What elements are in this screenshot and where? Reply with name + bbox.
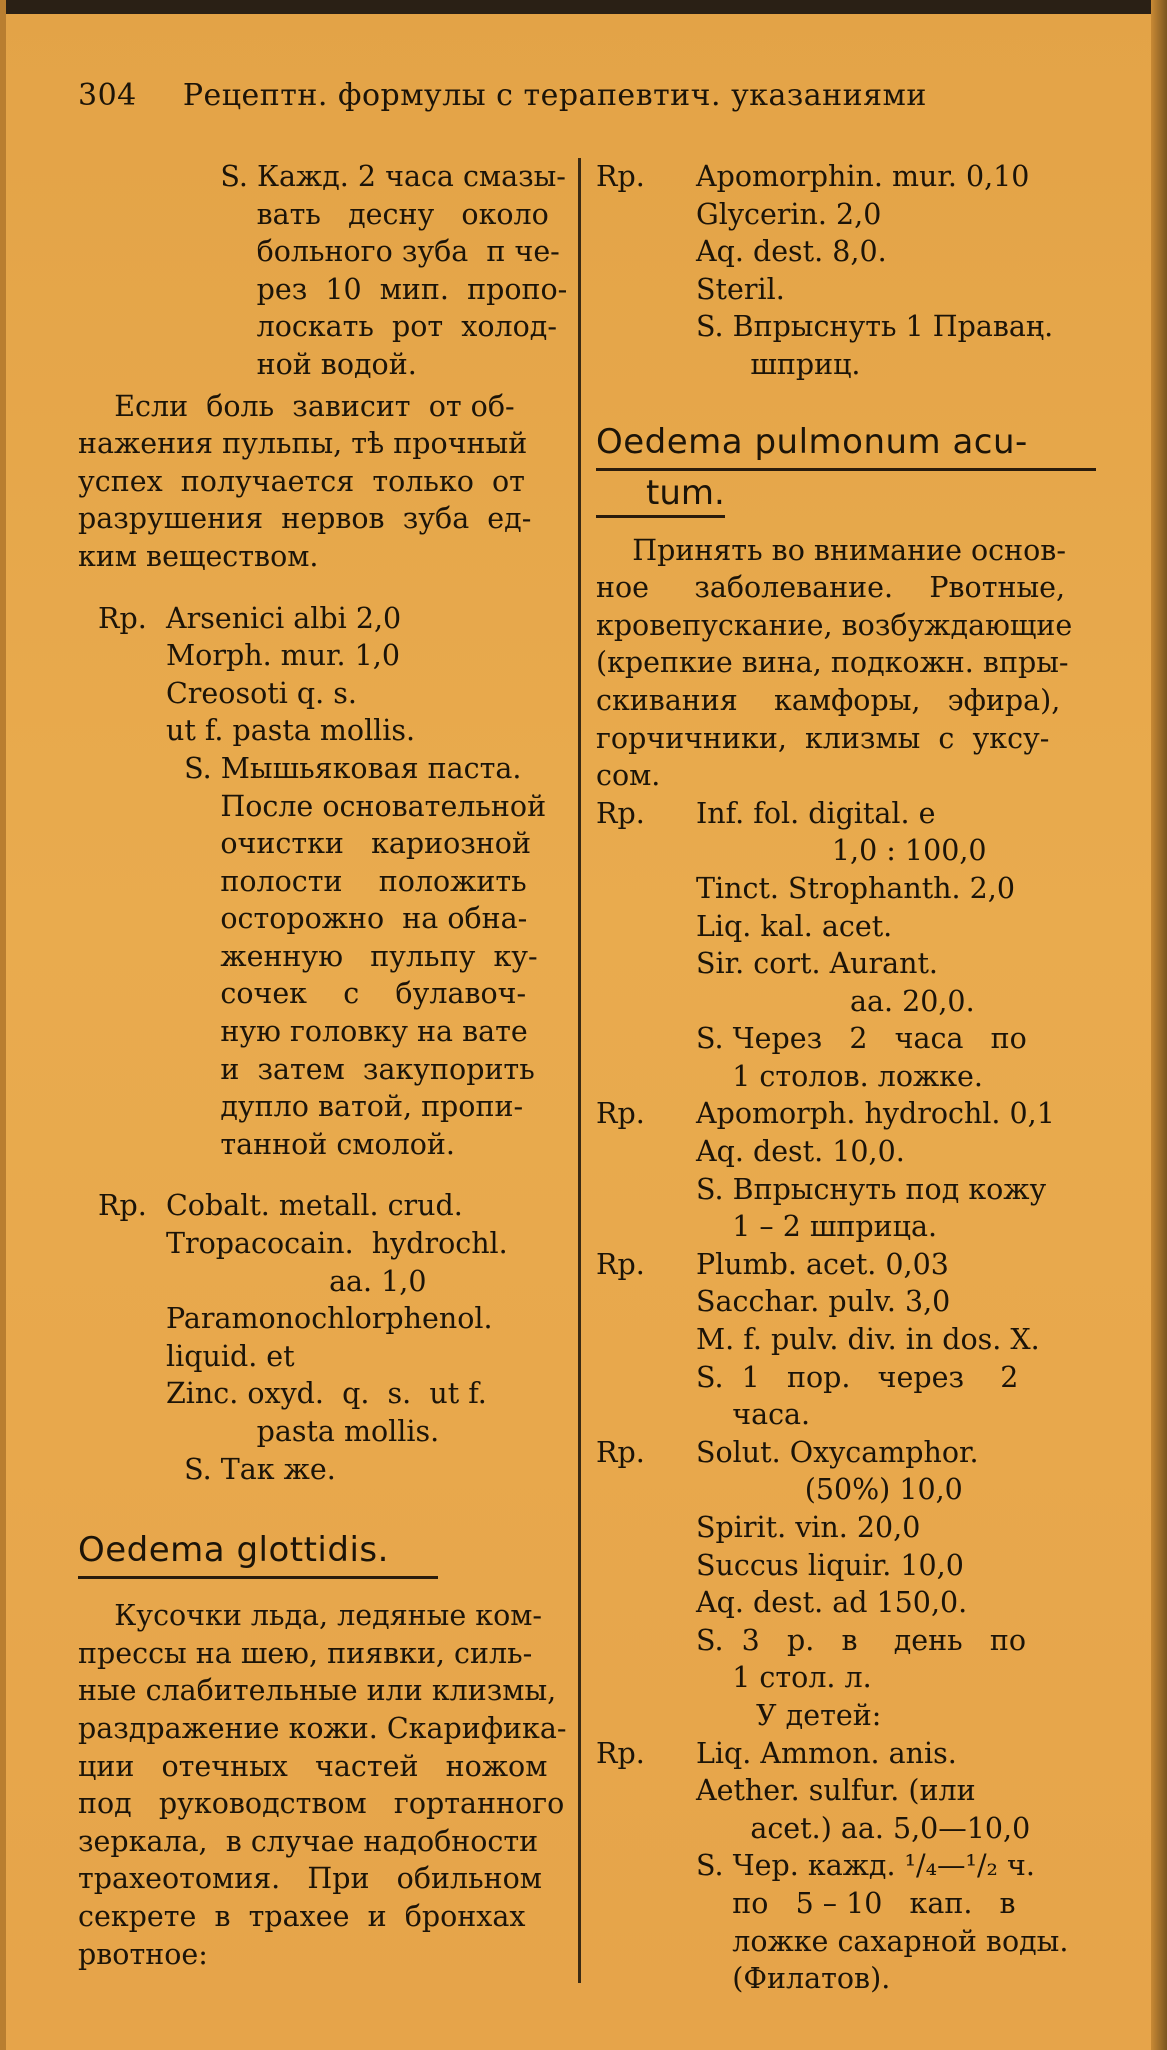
text-line xyxy=(596,1246,1096,1284)
rp-label xyxy=(596,1772,696,1810)
heading-oedema-glottidis: Oedema glottidis. xyxy=(78,1528,438,1579)
line-text: (Филатов). xyxy=(696,1962,891,1996)
rp-label xyxy=(596,1847,696,1885)
line-text: Glycerin. 2,0 xyxy=(696,197,882,231)
line-text: Aether. sulfur. (или xyxy=(696,1774,976,1808)
line-text: Aq. dest. 10,0. xyxy=(696,1135,905,1169)
text-line xyxy=(78,712,578,750)
rp-label xyxy=(596,233,696,271)
line-text: осторожно на обна- xyxy=(166,902,528,936)
text-line xyxy=(596,1434,1096,1472)
line-text: S. Впрыснуть 1 Праваң. xyxy=(696,310,1054,344)
prescription-ammon xyxy=(596,1735,1096,1998)
line-text: по 5 – 10 кап. в xyxy=(696,1886,1016,1920)
rp-label xyxy=(78,750,166,788)
paragraph-line: горчичники, клизмы с уксу- xyxy=(596,721,1050,755)
line-text: 1 столов. ложке. xyxy=(696,1059,983,1093)
text-line xyxy=(596,1885,1096,1923)
rp-label xyxy=(78,271,166,309)
rp-label xyxy=(78,712,166,750)
line-text: лоскать рот холод- xyxy=(166,310,557,344)
children-label: У детей: xyxy=(756,1698,882,1732)
running-title: Рецептн. формулы с терапевтич. указаниями xyxy=(182,78,927,113)
rp-label xyxy=(596,1622,696,1660)
line-text: (50%) 10,0 xyxy=(696,1473,963,1507)
line-text: очистки кариозной xyxy=(166,827,531,861)
line-text: S. 3 р. в день по xyxy=(696,1623,1027,1657)
text-line xyxy=(596,832,1096,870)
text-line xyxy=(596,346,1096,384)
text-line xyxy=(78,1051,578,1089)
text-line xyxy=(596,1058,1096,1096)
text-line xyxy=(596,1847,1096,1885)
prescription-oxycamphor xyxy=(596,1434,1096,1697)
paragraph-glottidis xyxy=(78,1597,578,1973)
rp-label: Rp. xyxy=(596,1736,645,1770)
rp-label xyxy=(596,1208,696,1246)
line-text: 1,0 : 100,0 xyxy=(696,834,987,868)
spacer xyxy=(78,576,578,600)
rp-label xyxy=(78,196,166,234)
prescription-apomorph-hydrochl xyxy=(596,1095,1096,1245)
text-line xyxy=(78,1187,578,1225)
text-line xyxy=(78,346,578,384)
paragraph-line: (крепкие вина, подкожн. впры- xyxy=(596,646,1069,680)
rp-label xyxy=(596,870,696,908)
line-text: S. Через 2 часа по xyxy=(696,1022,1027,1056)
text-line xyxy=(78,750,578,788)
rp-label xyxy=(78,1225,166,1263)
rp-label xyxy=(596,308,696,346)
text-line xyxy=(78,1088,578,1126)
line-text: M. f. pulv. div. in dos. X. xyxy=(696,1323,1040,1357)
line-text: После основательной xyxy=(166,789,547,823)
text-line xyxy=(78,1451,578,1489)
line-text: pasta mollis. xyxy=(166,1415,440,1448)
rp-label: Rp. xyxy=(596,796,645,830)
line-text: S. Кажд. 2 часа смазы- xyxy=(166,160,566,193)
rp-label xyxy=(596,1885,696,1923)
rp-label xyxy=(78,863,166,901)
text-line xyxy=(596,1171,1096,1209)
line-text: Tinct. Strophanth. 2,0 xyxy=(696,871,1015,905)
rp-label xyxy=(596,983,696,1021)
line-text: Solut. Oxycamphor. xyxy=(696,1435,979,1469)
line-text: Inf. fol. digital. e xyxy=(696,796,936,830)
rp-label: Rp. xyxy=(596,1435,645,1469)
line-text: полости положить xyxy=(166,864,527,898)
text-line xyxy=(596,1020,1096,1058)
rp-label xyxy=(78,308,166,346)
line-text: ut f. pasta mollis. xyxy=(166,714,416,748)
text-line xyxy=(596,1547,1096,1585)
text-line xyxy=(596,1396,1096,1434)
rp-label xyxy=(78,938,166,976)
paragraph-line: прессы на шею, пиявки, силь- xyxy=(78,1636,533,1670)
text-line xyxy=(596,795,1096,833)
scan-edge-top xyxy=(0,0,1167,14)
rp-label: Rp. xyxy=(98,1189,147,1223)
paragraph-line: рвотное: xyxy=(78,1937,208,1971)
line-text: Plumb. acet. 0,03 xyxy=(696,1247,949,1281)
paragraph-line: Если боль зависит от об- xyxy=(78,389,515,423)
text-line xyxy=(596,1584,1096,1622)
line-text: Apomorphin. mur. 0,10 xyxy=(696,160,1030,193)
text-line xyxy=(596,1810,1096,1848)
text-line xyxy=(78,675,578,713)
text-line xyxy=(596,1659,1096,1697)
rp-label xyxy=(78,346,166,384)
rp-label xyxy=(596,1471,696,1509)
paragraph-line: нажения пульпы, тѣ прочный xyxy=(78,427,528,461)
text-line xyxy=(78,1126,578,1164)
paragraph-line: ции отечных частей ножом xyxy=(78,1749,548,1783)
line-text: liquid. et xyxy=(166,1339,295,1373)
text-line xyxy=(78,788,578,826)
rp-label xyxy=(78,900,166,938)
prescription-apomorphin xyxy=(596,158,1096,384)
line-text: танной смолой. xyxy=(166,1127,455,1161)
line-text: часа. xyxy=(696,1398,811,1432)
page-number: 304 xyxy=(78,78,137,113)
text-line xyxy=(78,1225,578,1263)
paragraph-pulmonum xyxy=(596,532,1096,795)
rp-label xyxy=(78,1013,166,1051)
spacer xyxy=(78,1488,578,1528)
paragraph-line: под руководством гортанного xyxy=(78,1787,565,1821)
line-text: Steril. xyxy=(696,272,785,306)
line-text: Liq. kal. acet. xyxy=(696,909,893,943)
text-line xyxy=(78,158,578,196)
rp-label xyxy=(596,1321,696,1359)
rp-label xyxy=(78,158,166,196)
text-line xyxy=(596,1208,1096,1246)
text-line xyxy=(596,308,1096,346)
text-line xyxy=(596,945,1096,983)
text-line xyxy=(78,308,578,346)
column-divider xyxy=(578,158,581,1983)
text-line xyxy=(596,158,1096,196)
text-line xyxy=(78,1013,578,1051)
text-line xyxy=(596,1359,1096,1397)
rp-label xyxy=(596,1960,696,1998)
running-head xyxy=(78,78,1078,113)
rp-label: Rp. xyxy=(596,1247,645,1281)
line-text: сочек с булавоч- xyxy=(166,977,527,1011)
text-line xyxy=(78,1413,578,1451)
paragraph-line: секрете в трахее и бронхах xyxy=(78,1899,526,1933)
rp-label xyxy=(78,1451,166,1489)
paragraph-pulp xyxy=(78,388,578,576)
rp-label xyxy=(78,1263,166,1301)
line-text: Succus liquir. 10,0 xyxy=(696,1548,964,1582)
rp-label xyxy=(596,1509,696,1547)
rp-label xyxy=(596,908,696,946)
text-line xyxy=(596,1321,1096,1359)
paragraph-line: Принять во внимание основ- xyxy=(596,533,1066,567)
text-line xyxy=(596,870,1096,908)
line-text: ную головку на вате xyxy=(166,1015,528,1049)
rp-spacer xyxy=(596,1697,696,1735)
line-text: S. Мышьяковая паста. xyxy=(166,751,522,785)
rp-label xyxy=(596,1283,696,1321)
text-line xyxy=(78,1338,578,1376)
rp-label xyxy=(596,346,696,384)
line-text: acet.) aa. 5,0—10,0 xyxy=(696,1811,1031,1845)
heading-oedema-pulmonum-cont: tum. xyxy=(596,471,725,518)
spacer xyxy=(596,384,1096,420)
line-text: Liq. Ammon. anis. xyxy=(696,1736,957,1770)
line-text: Tropacocain. hydrochl. xyxy=(166,1227,508,1261)
rp-label xyxy=(596,945,696,983)
text-line xyxy=(596,1471,1096,1509)
spacer xyxy=(78,1579,578,1597)
right-column xyxy=(596,158,1096,1998)
paragraph-line: трахеотомия. При обильном xyxy=(78,1862,542,1896)
text-line xyxy=(78,1263,578,1301)
text-line xyxy=(78,233,578,271)
rp-label xyxy=(78,1338,166,1376)
line-text: S. Чер. кажд. ¹/₄—¹/₂ ч. xyxy=(696,1849,1035,1883)
line-text: Creosoti q. s. xyxy=(166,676,357,710)
rp-label xyxy=(596,196,696,234)
text-line xyxy=(78,1300,578,1338)
prescription-digital xyxy=(596,795,1096,1096)
line-text: вать десну около xyxy=(166,197,549,231)
text-line xyxy=(78,825,578,863)
line-text: aa. 20,0. xyxy=(696,984,975,1018)
rp-label xyxy=(596,1359,696,1397)
rp-label xyxy=(596,1584,696,1622)
rp-label xyxy=(78,1088,166,1126)
line-text: 1 – 2 шприца. xyxy=(696,1210,938,1244)
rp-label: Rp. xyxy=(596,160,645,193)
line-text: S. 1 пор. через 2 xyxy=(696,1360,1019,1394)
rp-label: Rp. xyxy=(98,601,147,635)
paragraph-line: Кусочки льда, ледяные ком- xyxy=(78,1599,543,1633)
rp-label xyxy=(596,1923,696,1961)
text-line xyxy=(596,1095,1096,1133)
line-text: Morph. mur. 1,0 xyxy=(166,639,400,673)
rp-label xyxy=(78,637,166,675)
rp-label xyxy=(596,832,696,870)
rp-label xyxy=(78,825,166,863)
text-line xyxy=(596,196,1096,234)
line-text: шприц. xyxy=(696,347,861,381)
rp-label xyxy=(596,1547,696,1585)
rp-label xyxy=(78,1413,166,1451)
line-text: Cobalt. metall. crud. xyxy=(166,1189,463,1223)
rp-label xyxy=(596,1171,696,1209)
paragraph-line: успех получается только от xyxy=(78,464,525,498)
line-text: Spirit. vin. 20,0 xyxy=(696,1511,921,1544)
rp-label xyxy=(78,675,166,713)
scan-edge-right xyxy=(1151,0,1167,2050)
paragraph-line: ные слабительные или клизмы, xyxy=(78,1674,557,1708)
rp-label xyxy=(596,1396,696,1434)
paragraph-line: скивания камфоры, эфира), xyxy=(596,683,1061,717)
paragraph-line: ким веществом. xyxy=(78,539,319,573)
prescription-plumb xyxy=(596,1246,1096,1434)
line-text: дупло ватой, пропи- xyxy=(166,1090,524,1124)
rp-label xyxy=(596,1058,696,1096)
rp-label xyxy=(78,975,166,1013)
paragraph-line: раздражение кожи. Скарифика- xyxy=(78,1711,567,1745)
text-line xyxy=(78,271,578,309)
text-line xyxy=(78,637,578,675)
rp-label xyxy=(596,1659,696,1697)
children-label-row xyxy=(596,1697,1096,1735)
line-text: Aq. dest. ad 150,0. xyxy=(696,1586,968,1620)
line-text: больного зуба п че- xyxy=(166,235,560,269)
rp-label xyxy=(78,1051,166,1089)
line-text: и затем закупорить xyxy=(166,1052,535,1086)
text-line xyxy=(596,271,1096,309)
prescription-cobalt xyxy=(78,1187,578,1488)
spacer xyxy=(78,1163,578,1187)
rp-label xyxy=(596,271,696,309)
text-line xyxy=(78,1375,578,1413)
paragraph-line: зеркала, в случае надобности xyxy=(78,1824,539,1858)
text-line xyxy=(596,1622,1096,1660)
paragraph-line: сом. xyxy=(596,759,661,793)
paragraph-line: ное заболевание. Рвотные, xyxy=(596,571,1066,605)
line-text: Sacchar. pulv. 3,0 xyxy=(696,1285,951,1319)
text-line xyxy=(596,1772,1096,1810)
text-line xyxy=(596,233,1096,271)
line-text: ной водой. xyxy=(166,347,417,381)
text-line xyxy=(596,1133,1096,1171)
line-text: aa. 1,0 xyxy=(166,1264,427,1298)
line-text: рез 10 мип. пропо- xyxy=(166,272,568,306)
line-text: Apomorph. hydrochl. 0,1 xyxy=(696,1097,1055,1131)
rp-label xyxy=(78,233,166,271)
line-text: ложке сахарной воды. xyxy=(696,1924,1069,1958)
paragraph-line: кровепускание, возбуждающие xyxy=(596,608,1073,642)
text-line xyxy=(78,196,578,234)
line-text: Arsenici albi 2,0 xyxy=(166,601,402,635)
text-line xyxy=(596,1509,1096,1547)
rp-label xyxy=(78,1126,166,1164)
line-text: Aq. dest. 8,0. xyxy=(696,235,887,269)
rp-label xyxy=(78,1300,166,1338)
text-line xyxy=(78,975,578,1013)
text-line xyxy=(596,1923,1096,1961)
text-line xyxy=(596,908,1096,946)
rp-label xyxy=(596,1020,696,1058)
line-text: 1 стол. л. xyxy=(696,1661,872,1695)
rp-label: Rp. xyxy=(596,1097,645,1131)
paragraph-line: разрушения нервов зуба ед- xyxy=(78,502,532,536)
line-text: Paramonochlorphenol. xyxy=(166,1302,493,1336)
text-line xyxy=(78,900,578,938)
scan-edge-left xyxy=(0,0,6,2050)
line-text: женную пульпу ку- xyxy=(166,939,538,973)
prescription-cont xyxy=(78,158,578,384)
text-line xyxy=(78,863,578,901)
line-text: Sir. cort. Aurant. xyxy=(696,947,938,981)
line-text: S. Впрыснуть под кожу xyxy=(696,1172,1047,1206)
text-line xyxy=(596,1735,1096,1773)
line-text: S. Так же. xyxy=(166,1452,336,1486)
line-text: Zinc. oxyd. q. s. ut f. xyxy=(166,1377,487,1411)
text-line xyxy=(596,1283,1096,1321)
rp-label xyxy=(596,1810,696,1848)
rp-label xyxy=(596,1133,696,1171)
left-column xyxy=(78,158,578,1973)
text-line xyxy=(596,983,1096,1021)
text-line xyxy=(78,938,578,976)
rp-label xyxy=(78,788,166,826)
prescription-arsenic xyxy=(78,600,578,1164)
rp-label xyxy=(78,1375,166,1413)
heading-oedema-pulmonum: Oedema pulmonum acu- xyxy=(596,420,1096,471)
text-line xyxy=(78,600,578,638)
text-line xyxy=(596,1960,1096,1998)
